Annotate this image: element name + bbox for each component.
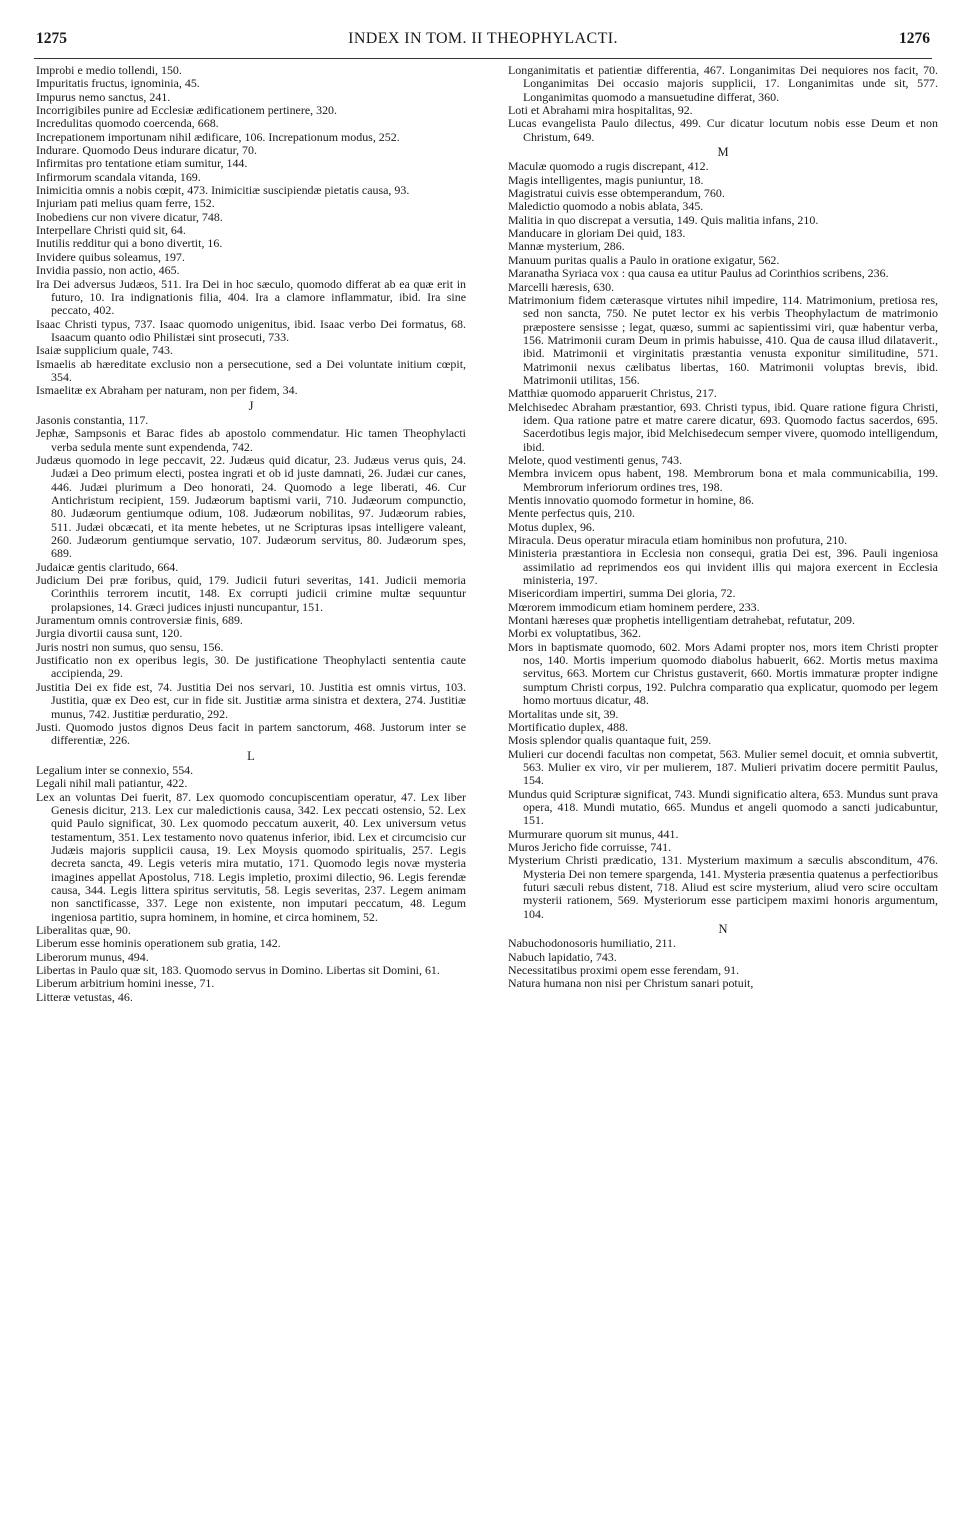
index-entry: Nabuch lapidatio, 743. bbox=[508, 949, 617, 964]
index-entry: Invidere quibus soleamus, 197. bbox=[36, 249, 185, 264]
index-entry: Inobediens cur non vivere dicatur, 748. bbox=[36, 209, 223, 224]
index-entry: Mysterium Christi prædicatio, 131. Mysterium maximum a sæculis absconditum, 476. Mysteria Dei non temere spargenda, 141. Mysteria præsentia quatenus a perfectioribus futuri sæculi rebus distent, 718. Aliud est scire mysterium, aliud vero scire occultam mysterii rationem, 569. Mysteriorum esse participem maximi honoris argumentum, 104. bbox=[508, 853, 938, 921]
index-entry: Jurgia divortii causa sunt, 120. bbox=[36, 626, 183, 641]
index-entry: Judicium Dei præ foribus, quid, 179. Judicii futuri severitas, 141. Judicii memoria Corinthiis terrorem incutit, 148. Ex corrupti judicii crimine multæ sequuntur prolapsiones, 14. Græci judices injusti nuncupantur, 151. bbox=[36, 573, 466, 614]
page-header bbox=[36, 30, 930, 56]
index-entry: Jephæ, Sampsonis et Barac fides ab apostolo commendatur. Hic tamen Theophylacti verba sedula mente sunt expendenda, 742. bbox=[36, 426, 466, 454]
index-entry: Maranatha Syriaca vox : qua causa ea utitur Paulus ad Corinthios scribens, 236. bbox=[508, 266, 889, 281]
index-entry: Liberorum munus, 494. bbox=[36, 949, 149, 964]
section-letter: J bbox=[248, 398, 254, 413]
index-entry: Muros Jericho fide corruisse, 741. bbox=[508, 839, 672, 854]
index-entry: Mœrorem immodicum etiam hominem perdere, 233. bbox=[508, 599, 760, 614]
index-entry: Ministeria præstantiora in Ecclesia non consequi, gratia Dei est, 396. Pauli ingeniosa assimilatio ad reprimendos eos qui invident illis qui majora exercent in Ecclesia ministeria, 197. bbox=[508, 546, 938, 588]
index-entry: Invidia passio, non actio, 465. bbox=[36, 263, 180, 278]
index-entry: Inimicitia omnis a nobis cœpit, 473. Inimicitiæ suscipiendæ pietatis causa, 93. bbox=[36, 183, 410, 198]
header-rule bbox=[34, 58, 932, 59]
index-entry: Morbi ex voluptatibus, 362. bbox=[508, 626, 641, 641]
index-entry: Jasonis constantia, 117. bbox=[36, 412, 149, 427]
index-entry: Mentis innovatio quomodo formetur in homine, 86. bbox=[508, 493, 755, 507]
index-entry: Longanimitatis et patientiæ differentia, 467. Longanimitas Dei nequiores nos facit, 70. Longanimitas Dei occasio majoris supplicii, 17. Longanimitas unde sit, 577. Longanimitas quomodo a mansuetudine differat, 360. bbox=[508, 64, 938, 104]
index-entry: Melchisedec Abraham præstantior, 693. Christi typus, ibid. Quare ratione figura Christi, idem. Qua ratione patre et matre carere dicatur, 693. Quomodo factus sacerdos, 695. Sacerdotibus legis major, ibid Melchisedecum semper vivere, quomodo intelligendum, ibid. bbox=[508, 399, 938, 454]
index-entry: Justi. Quomodo justos dignos Deus facit in partem sanctorum, 468. Justorum inter se differentiæ, 226. bbox=[36, 719, 466, 748]
index-entry: Manducare in gloriam Dei quid, 183. bbox=[508, 226, 686, 241]
right-column bbox=[508, 64, 938, 1530]
index-entry: Inutilis redditur qui a bono divertit, 16. bbox=[36, 236, 223, 251]
index-entry: Incorrigibiles punire ad Ecclesiæ ædificationem pertinere, 320. bbox=[36, 103, 337, 118]
index-entry: Legalium inter se connexio, 554. bbox=[36, 762, 194, 777]
index-entry: Isaiæ supplicium quale, 743. bbox=[36, 343, 173, 358]
index-entry: Lucas evangelista Paulo dilectus, 499. Cur dicatur locutum nobis esse Deum et non Christum, 649. bbox=[508, 116, 938, 144]
index-entry: Mors in baptismate quomodo, 602. Mors Adami propter nos, mors item Christi propter nos, 140. Mortis imperium quomodo diabolus habuerit, 662. Mortis metus maxima servitus, 663. Mortem cur Christus gustaverit, 660. Mortis immaturæ propter indigne sumptum Christi corpus, 192. Pulchra comparatio qua explicatur, quomodo per legem homo mortuus dicatur, 48. bbox=[508, 639, 938, 708]
index-entry: Maculæ quomodo a rugis discrepant, 412. bbox=[508, 159, 709, 174]
index-entry: Legali nihil mali patiantur, 422. bbox=[36, 776, 188, 791]
index-entry: Ismaelis ab hæreditate exclusio non a persecutione, sed a Dei voluntate initium cœpit, 354. bbox=[36, 356, 466, 384]
index-entry: Maledictio quomodo a nobis ablata, 345. bbox=[508, 199, 704, 214]
index-entry: Matthiæ quomodo apparuerit Christus, 217. bbox=[508, 386, 717, 401]
index-entry: Improbi e medio tollendi, 150. bbox=[36, 64, 182, 77]
index-entry: Mente perfectus quis, 210. bbox=[508, 506, 635, 521]
index-entry: Misericordiam impertiri, summa Dei gloria, 72. bbox=[508, 586, 736, 601]
index-entry: Mortificatio duplex, 488. bbox=[508, 719, 629, 734]
index-entry: Lex an voluntas Dei fuerit, 87. Lex quomodo concupiscentiam operatur, 47. Lex liber Genesis dicitur, 213. Lex cur maledictionis causa, 342. Lex peccati ostensio, 52. Lex quid Paulo significat, 30. Lex quomodo peccatum auxerit, 40. Lex universum vetus testamentum, 351. Lex testamento novo quatenus inferior, ibid. Lex et circumcisio cur Judæis majoris supplicii causa, 19. Lex Moysis quomodo spiritualis, 257. Legis decreta sancta, 49. Legis veteris mira mutatio, 171. Quomodo legis novæ mysteria imagines appellat Apostolus, 718. Legis impletio, proximi dilectio, 96. Legis ferendæ causa, 344. Legis littera spiritus servitutis, 58. Legis severitas, 237. Legem animam non sanctificasse, 337. Lege non existente, non imputari peccatum, 48. Legum ingeniosa partitio, supra hominem, in homine, et circa hominem, 52. bbox=[36, 789, 466, 924]
index-entry: Infirmitas pro tentatione etiam sumitur, 144. bbox=[36, 156, 248, 171]
index-entry: Melote, quod vestimenti genus, 743. bbox=[508, 452, 683, 467]
index-entry: Necessitatibus proximi opem esse ferendam, 91. bbox=[508, 963, 740, 978]
index-entry: Judaicæ gentis claritudo, 664. bbox=[36, 559, 179, 574]
index-entry: Judæus quomodo in lege peccavit, 22. Judæus quid dicatur, 23. Judæus verus quis, 24. Judæi a Deo primum electi, postea ingrati et ob id juste damnati, 26. Judæi cur canes, 446. Judæi plurimum a Deo honorati, 24. Quomodo a lege liberati, 46. Cur Antichristum recipient, 159. Judæorum baptismi varii, 710. Judæorum compunctio, 80. Judæorum gentiumque odium, 108. Judæorum nobilitas, 97. Judæorum rabies, 511. Judæi obcæcati, et ita mente hebetes, ut ne Scripturas ipsas intelligere valeant, 260. Judæorum gentiumque servatio, 107. Judæorum servitus, 80. Judæorum spes, 689. bbox=[36, 452, 466, 561]
index-entry: Juramentum omnis controversiæ finis, 689. bbox=[36, 613, 243, 628]
index-entry: Manuum puritas qualis a Paulo in oratione exigatur, 562. bbox=[508, 252, 780, 267]
index-entry: Membra invicem opus habent, 198. Membrorum bona et mala communicabilia, 199. Membrorum inferiorum ordines tres, 198. bbox=[508, 466, 938, 494]
page-number-right: 1276 bbox=[899, 30, 930, 47]
index-entry: Mosis splendor qualis quantaque fuit, 259. bbox=[508, 733, 712, 748]
index-entry: Matrimonium fidem cæterasque virtutes nihil impedire, 114. Matrimonium, pretiosa res, sed non sancta, 750. Ne putet lector ex his verbis Theophylactum de matrimonio præpostere sensisse ; legat, quæso, summi ac sapientissimi viri, quæ habentur verba, 156. Matrimonii curam Deum in primis habuisse, 410. Qua de causa illud dilataverit., ibid. Matrimonii et virginitatis præstantia venusta exponitur similitudine, 571. Matrimonii nexus cælibatus libertas, 160. Matrimonii voluptas brevis, ibid. Matrimonii utilitas, 156. bbox=[508, 292, 938, 387]
index-entry: Incredulitas quomodo coercenda, 668. bbox=[36, 116, 219, 131]
left-column bbox=[36, 64, 466, 1530]
index-entry: Mulieri cur docendi facultas non competat, 563. Mulier semel docuit, et omnia subvertit, 563. Mulier ex viro, vir per mulierem, 187. Mulieri privatim docere permitit Paulus, 154. bbox=[508, 746, 938, 788]
index-entry: Isaac Christi typus, 737. Isaac quomodo unigenitus, ibid. Isaac verbo Dei formatus, 68. Isaacum quanto odio Philistæi sint prosecuti, 733. bbox=[36, 316, 466, 344]
index-entry: Libertas in Paulo quæ sit, 183. Quomodo servus in Domino. Libertas sit Domini, 61. bbox=[36, 963, 440, 978]
index-entry: Impuritatis fructus, ignominia, 45. bbox=[36, 76, 200, 91]
index-entry: Justitia Dei ex fide est, 74. Justitia Dei nos servari, 10. Justitia est omnis virtus, 103. Justitia, quæ ex Deo est, cur in fide sit. Justitiæ arma sinistra et dextera, 274. Justitiæ munus, 742. Justitiæ perduratio, 292. bbox=[36, 679, 466, 721]
index-entry: Mundus quid Scripturæ significat, 743. Mundi significatio altera, 653. Mundus sunt prava opera, 418. Mundi mutatio, 665. Mundus et angeli quomodo a sancti judicabuntur, 151. bbox=[508, 786, 938, 828]
index-entry: Mortalitas unde sit, 39. bbox=[508, 706, 619, 721]
index-entry: Litteræ vetustas, 46. bbox=[36, 989, 133, 1004]
index-entry: Juris nostri non sumus, quo sensu, 156. bbox=[36, 639, 224, 654]
index-entry: Liberum arbitrium homini inesse, 71. bbox=[36, 976, 215, 991]
index-entry: Nabuchodonosoris humiliatio, 211. bbox=[508, 936, 676, 951]
index-entry: Murmurare quorum sit munus, 441. bbox=[508, 826, 679, 841]
section-letter: L bbox=[247, 748, 255, 763]
index-entry: Indurare. Quomodo Deus indurare dicatur, 70. bbox=[36, 143, 257, 158]
index-entry: Magis intelligentes, magis puniuntur, 18. bbox=[508, 172, 704, 187]
index-entry: Montani hæreses quæ prophetis intelligentiam detrahebat, refutatur, 209. bbox=[508, 613, 855, 628]
index-entry: Miracula. Deus operatur miracula etiam hominibus non profutura, 210. bbox=[508, 533, 848, 548]
index-entry: Marcelli hæresis, 630. bbox=[508, 279, 615, 294]
index-entry: Interpellare Christi quid sit, 64. bbox=[36, 223, 186, 238]
section-letter: N bbox=[718, 922, 728, 936]
index-entry: Justificatio non ex operibus legis, 30. De justificatione Theophylacti sententia caute accipienda, 29. bbox=[36, 653, 466, 681]
index-entry: Liberalitas quæ, 90. bbox=[36, 923, 131, 937]
index-entry: Ira Dei adversus Judæos, 511. Ira Dei in hoc sæculo, quomodo differat ab ea quæ erit in futuro, 10. Ira indignationis filia, 404. Ira a clamore inflammatur, ibid. Ira sine peccato, 402. bbox=[36, 276, 466, 318]
index-entry: Loti et Abrahami mira hospitalitas, 92. bbox=[508, 103, 693, 118]
index-entry: Liberum esse hominis operationem sub gratia, 142. bbox=[36, 936, 281, 951]
index-entry: Infirmorum scandala vitanda, 169. bbox=[36, 169, 201, 184]
index-entry: Injuriam pati melius quam ferre, 152. bbox=[36, 196, 215, 211]
index-entry: Mannæ mysterium, 286. bbox=[508, 239, 625, 254]
index-entry: Ismaelitæ ex Abraham per naturam, non per fidem, 34. bbox=[36, 383, 298, 398]
index-entry: Magistratui cuivis esse obtemperandum, 760. bbox=[508, 186, 725, 201]
page-number-left: 1275 bbox=[36, 30, 67, 47]
index-entry: Malitia in quo discrepat a versutia, 149. Quis malitia infans, 210. bbox=[508, 212, 819, 227]
running-title: INDEX IN TOM. II THEOPHYLACTI. bbox=[348, 30, 618, 47]
index-entry: Natura humana non nisi per Christum sanari potuit, bbox=[508, 976, 754, 991]
index-entry: Increpationem importunam nihil ædificare, 106. Increpationum modus, 252. bbox=[36, 129, 400, 144]
index-entry: Motus duplex, 96. bbox=[508, 519, 595, 534]
section-letter: M bbox=[717, 145, 729, 160]
index-entry: Impurus nemo sanctus, 241. bbox=[36, 89, 171, 104]
